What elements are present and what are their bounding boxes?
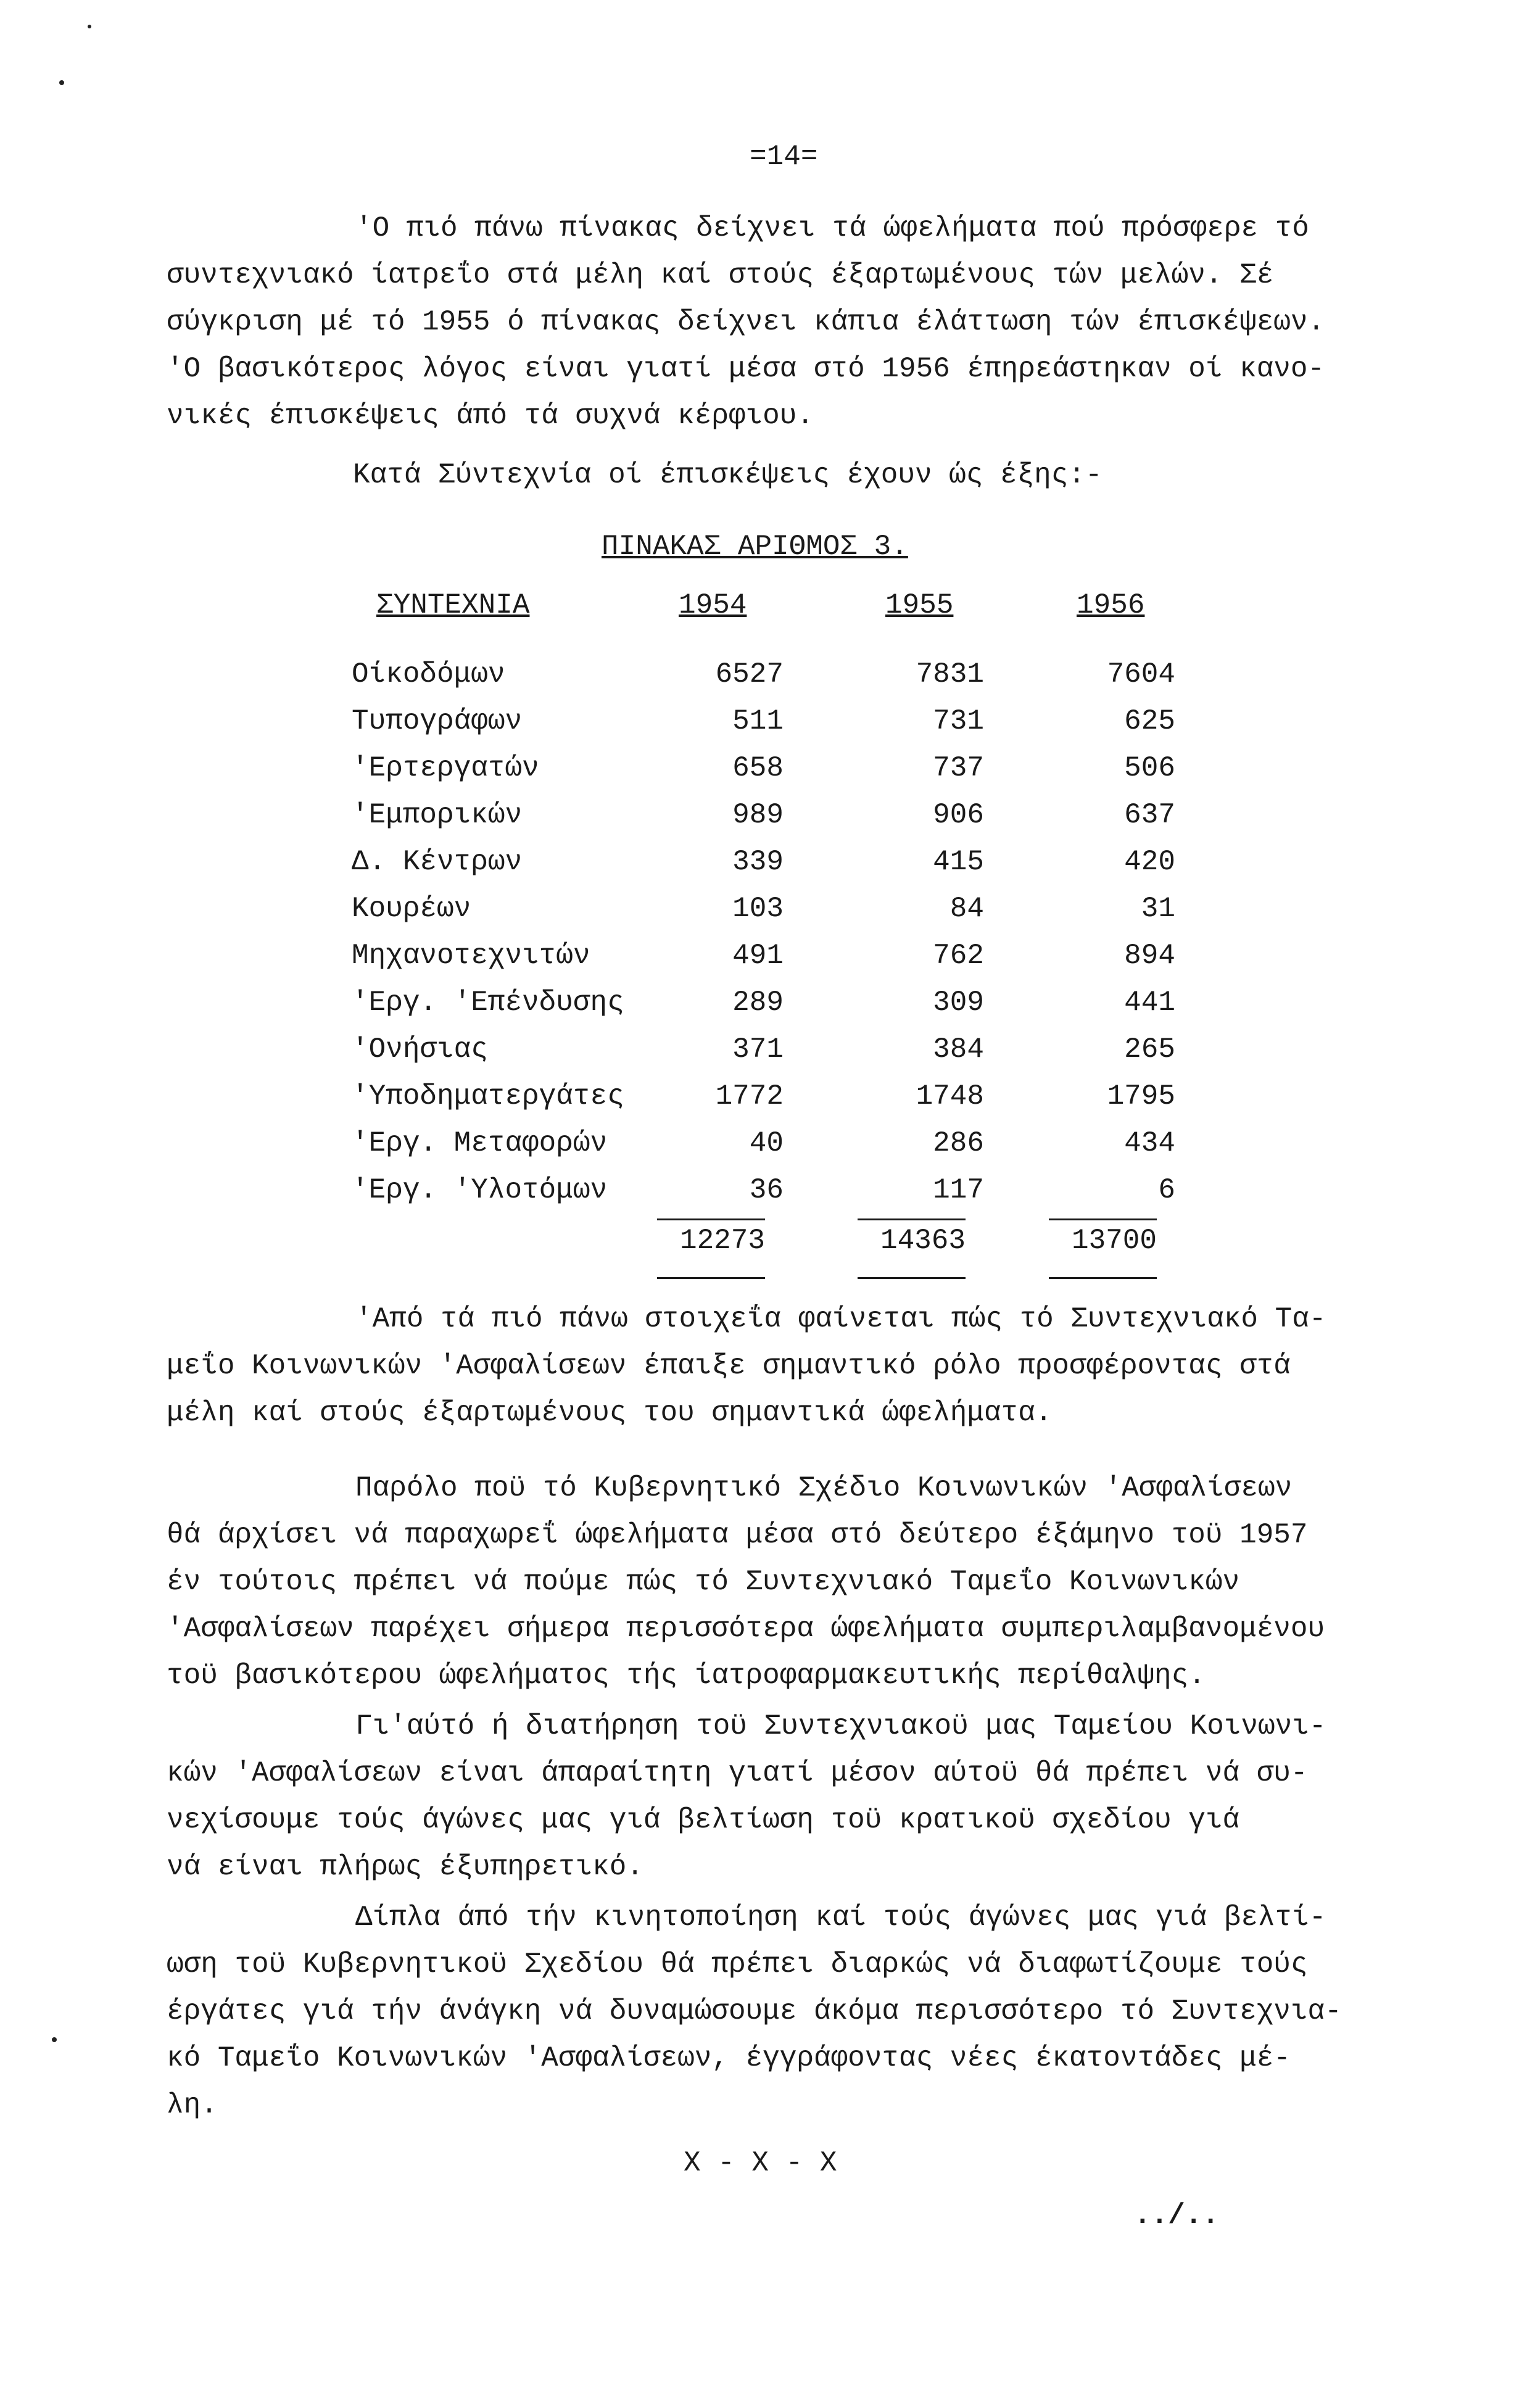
visits-cell: 1772 — [715, 1080, 784, 1112]
section-separator: X - X - X — [684, 2147, 837, 2179]
text-line: Γι'αύτό ή διατήρηση τοϋ Συντεχνιακοϋ μας Ταμείου Κοινωνι- — [355, 1710, 1326, 1742]
text-line: θά άρχίσει νά παραχωρεΐ ώφελήματα μέσα στό δεύτερο έξάμηνο τοϋ 1957 — [167, 1519, 1308, 1551]
visits-cell: 265 — [1124, 1033, 1175, 1065]
visits-cell: 906 — [933, 799, 984, 831]
table-row — [352, 893, 1175, 940]
visits-cell: 117 — [933, 1174, 984, 1206]
table-row — [352, 1174, 1175, 1221]
text-line: έν τούτοις πρέπει νά πούμε πώς τό Συντεχνιακό Ταμεΐο Κοινωνικών — [167, 1566, 1240, 1598]
visits-cell: 1795 — [1107, 1080, 1175, 1112]
text-line: συντεχνιακό ίατρεΐο στά μέλη καί στούς έξαρτωμένους τών μελών. Σέ — [167, 259, 1274, 291]
text-line: μεΐο Κοινωνικών 'Ασφαλίσεων έπαιξε σημαντικό ρόλο προσφέροντας στά — [167, 1350, 1291, 1382]
table-row — [352, 752, 1175, 799]
visits-cell: 511 — [732, 705, 784, 737]
text-line: 'Ο πιό πάνω πίνακας δείχνει τά ώφελήματα πού πρόσφερε τό — [355, 212, 1309, 244]
text-line: Παρόλο ποϋ τό Κυβερνητικό Σχέδιο Κοινωνικών 'Ασφαλίσεων — [355, 1472, 1293, 1504]
header-guild: ΣΥΝΤΕΧΝΙΑ — [376, 589, 530, 621]
text-line: νικές έπισκέψεις άπό τά συχνά κέρφιου. — [167, 400, 814, 432]
visits-cell: 441 — [1124, 987, 1175, 1019]
visits-cell: 7604 — [1107, 658, 1175, 690]
total-underline — [858, 1277, 966, 1279]
header-1955: 1955 — [885, 589, 954, 621]
header-1954: 1954 — [679, 589, 747, 621]
table-header-row — [352, 589, 1154, 651]
visits-cell: 506 — [1124, 752, 1175, 784]
visits-cell: 103 — [732, 893, 784, 925]
paragraph-3 — [167, 1465, 1468, 1699]
text-line: τοϋ βασικότερου ώφελήματος τής ίατροφαρμακευτικής περίθαλψης. — [167, 1660, 1206, 1692]
text-line: 'Από τά πιό πάνω στοιχεΐα φαίνεται πώς τό Συντεχνιακό Τα- — [355, 1303, 1326, 1335]
guild-name-cell: Τυπογράφων — [352, 705, 523, 737]
total-underline — [1049, 1277, 1157, 1279]
text-line: λη. — [167, 2089, 218, 2121]
total-1955: 14363 — [880, 1225, 966, 1257]
text-line: έργάτες γιά τήν άνάγκη νά δυναμώσουμε άκόμα περισσότερο τό Συντεχνια- — [167, 1995, 1342, 2027]
text-line: νεχίσουμε τούς άγώνες μας γιά βελτίωση τοϋ κρατικοϋ σχεδίου γιά — [167, 1804, 1240, 1836]
visits-cell: 36 — [749, 1174, 784, 1206]
visits-cell: 84 — [949, 893, 984, 925]
total-rule — [657, 1218, 765, 1220]
text-line: κών 'Ασφαλίσεων είναι άπαραίτητη γιατί μέσον αύτοϋ θά πρέπει νά συ- — [167, 1757, 1308, 1789]
visits-cell: 6 — [1158, 1174, 1175, 1206]
text-line: κό Ταμεΐο Κοινωνικών 'Ασφαλίσεων, έγγράφοντας νέες έκατοντάδες μέ- — [167, 2042, 1291, 2074]
visits-cell: 40 — [749, 1127, 784, 1159]
table-row — [352, 1033, 1175, 1080]
page-number: =14= — [750, 141, 818, 173]
header-1956: 1956 — [1077, 589, 1145, 621]
guild-name-cell: 'Εργ. 'Υλοτόμων — [352, 1174, 608, 1206]
visits-cell: 625 — [1124, 705, 1175, 737]
table-row — [352, 705, 1175, 752]
table-row — [352, 658, 1175, 705]
visits-cell: 637 — [1124, 799, 1175, 831]
paragraph-4 — [167, 1703, 1468, 1890]
guild-name-cell: 'Ονήσιας — [352, 1033, 488, 1065]
text-line: μέλη καί στούς έξαρτωμένους του σημαντικά ώφελήματα. — [167, 1397, 1053, 1429]
continuation-mark: ../.. — [1134, 2199, 1220, 2232]
table-row — [352, 799, 1175, 846]
text-line: νά είναι πλήρως έξυπηρετικό. — [167, 1851, 643, 1883]
speck — [59, 80, 64, 85]
visits-cell: 989 — [732, 799, 784, 831]
guild-name-cell: Δ. Κέντρων — [352, 846, 523, 878]
guild-name-cell: Κουρέων — [352, 893, 471, 925]
guild-name-cell: 'Εργ. Μεταφορών — [352, 1127, 608, 1159]
text-line: 'Ασφαλίσεων παρέχει σήμερα περισσότερα ώφελήματα συμπεριλαμβανομένου — [167, 1613, 1325, 1645]
visits-cell: 420 — [1124, 846, 1175, 878]
visits-cell: 434 — [1124, 1127, 1175, 1159]
paragraph-5 — [167, 1894, 1468, 2129]
visits-cell: 658 — [732, 752, 784, 784]
text-line: σύγκριση μέ τό 1955 ό πίνακας δείχνει κάπια έλάττωση τών έπισκέψεων. — [167, 306, 1325, 338]
visits-cell: 286 — [933, 1127, 984, 1159]
text-line: 'Ο βασικότερος λόγος είναι γιατί μέσα στό 1956 έπηρεάστηκαν οί κανο- — [167, 353, 1325, 385]
table-row — [352, 846, 1175, 893]
visits-cell: 737 — [933, 752, 984, 784]
total-1954: 12273 — [679, 1225, 765, 1257]
guild-name-cell: Μηχανοτεχνιτών — [352, 940, 590, 972]
table-caption: ΠΙΝΑΚΑΣ ΑΡΙΘΜΟΣ 3. — [602, 531, 908, 563]
total-rule — [1049, 1218, 1157, 1220]
visits-cell: 491 — [732, 940, 784, 972]
intro-line: Κατά Σύντεχνία οί έπισκέψεις έχουν ώς έξης:- — [353, 459, 1102, 491]
table-row — [352, 987, 1175, 1033]
visits-cell: 731 — [933, 705, 984, 737]
visits-cell: 415 — [933, 846, 984, 878]
paragraph-1 — [167, 205, 1468, 439]
total-underline — [657, 1277, 765, 1279]
total-rule — [858, 1218, 966, 1220]
guild-name-cell: 'Εμπορικών — [352, 799, 523, 831]
visits-cell: 7831 — [916, 658, 984, 690]
visits-cell: 1748 — [916, 1080, 984, 1112]
paragraph-2 — [167, 1296, 1468, 1436]
speck — [88, 25, 91, 28]
visits-cell: 339 — [732, 846, 784, 878]
table-row — [352, 1127, 1175, 1174]
guild-name-cell: 'Υποδηματεργάτες — [352, 1080, 624, 1112]
text-line: Δίπλα άπό τήν κινητοποίηση καί τούς άγώνες μας γιά βελτί- — [355, 1901, 1326, 1934]
text-line: ωση τοϋ Κυβερνητικοϋ Σχεδίου θά πρέπει διαρκώς νά διαφωτίζουμε τούς — [167, 1948, 1308, 1980]
visits-cell: 289 — [732, 987, 784, 1019]
visits-cell: 309 — [933, 987, 984, 1019]
table-row — [352, 1080, 1175, 1127]
total-1956: 13700 — [1071, 1225, 1157, 1257]
guild-name-cell: Οίκοδόμων — [352, 658, 505, 690]
table-row — [352, 940, 1175, 987]
visits-cell: 894 — [1124, 940, 1175, 972]
visits-cell: 762 — [933, 940, 984, 972]
visits-cell: 6527 — [715, 658, 784, 690]
visits-cell: 384 — [933, 1033, 984, 1065]
visits-cell: 31 — [1141, 893, 1175, 925]
guild-name-cell: 'Ερτεργατών — [352, 752, 539, 784]
guild-name-cell: 'Εργ. 'Επένδυσης — [352, 987, 624, 1019]
visits-cell: 371 — [732, 1033, 784, 1065]
speck — [52, 2037, 57, 2042]
